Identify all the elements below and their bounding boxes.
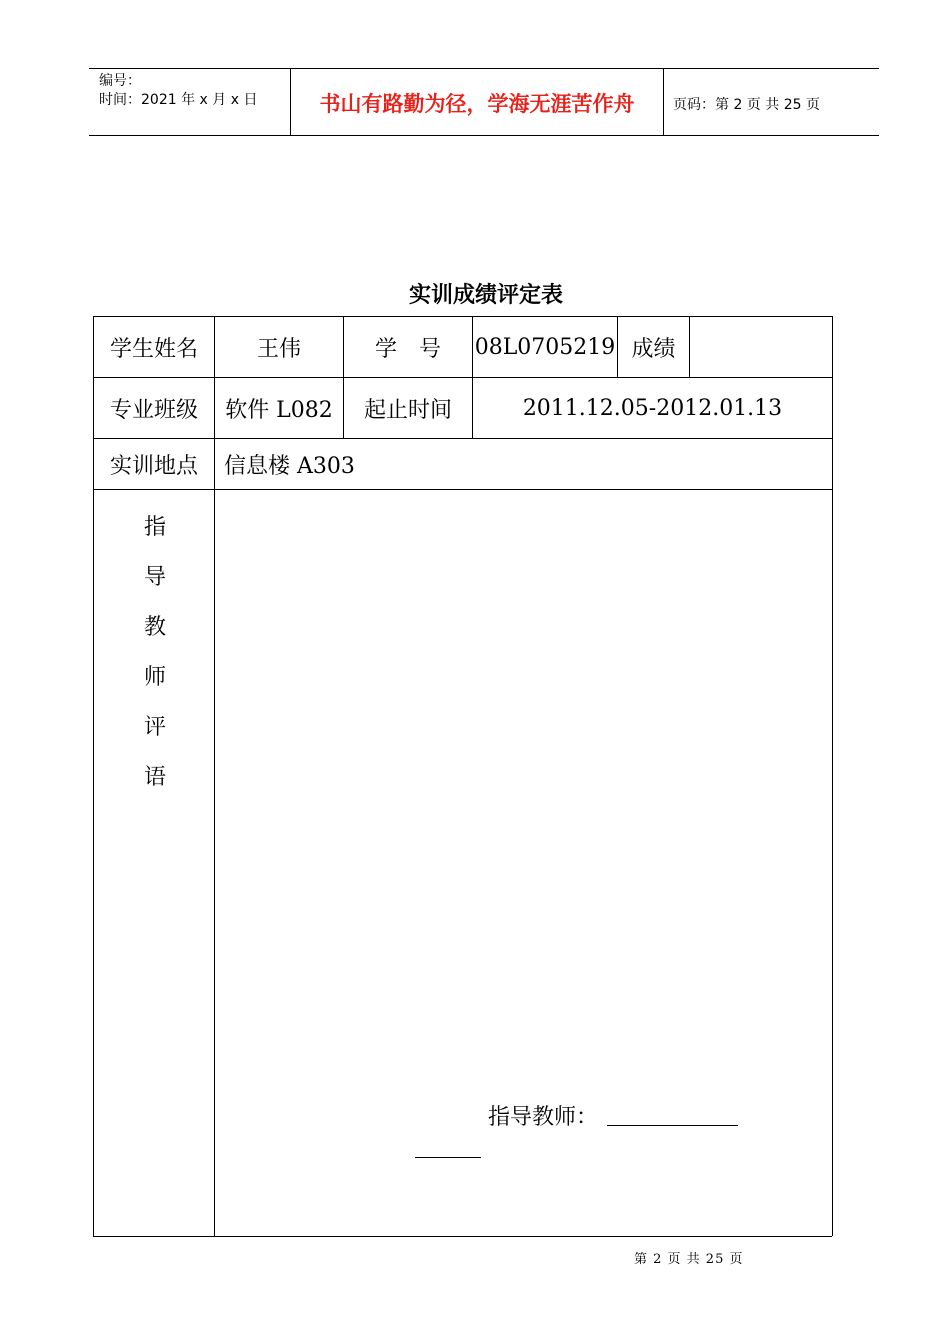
header-divider [663, 69, 664, 136]
doc-time-label: 时间：2021 年 x 月 x 日 [99, 92, 258, 108]
score-value [690, 317, 832, 377]
student-id-label: 学 号 [374, 336, 441, 362]
period-label: 起止时间 [363, 397, 452, 423]
header-top-rule [89, 68, 879, 69]
period-value: 2011.12.05-2012.01.13 [522, 395, 783, 421]
teacher-signature-label: 指导教师： [488, 1105, 599, 1130]
comment-label-char: 教 [143, 615, 166, 640]
header-motto: 书山有路勤为径，学海无涯苦作舟 [319, 92, 635, 116]
class-label: 专业班级 [109, 397, 198, 423]
student-name-value: 王伟 [256, 336, 301, 362]
page-footer: 第 2 页 共 25 页 [634, 1252, 744, 1267]
student-id-value: 08L0705219 [474, 334, 616, 360]
comment-label-char: 评 [143, 715, 166, 740]
score-label: 成绩 [631, 336, 676, 362]
doc-number-label: 编号： [99, 73, 141, 89]
header-divider [290, 69, 291, 136]
teacher-comment-label [95, 503, 215, 803]
table-border [832, 316, 833, 1236]
table-rule [93, 489, 832, 490]
signature-line [607, 1125, 738, 1126]
comment-label-char: 指 [143, 515, 166, 540]
header-meta [99, 72, 257, 110]
signature-line [415, 1157, 481, 1158]
table-rule [93, 1236, 832, 1237]
location-label: 实训地点 [109, 453, 198, 479]
header-page-label: 页码：第 2 页 共 25 页 [673, 97, 820, 113]
comment-label-char: 导 [143, 565, 166, 590]
form-title: 实训成绩评定表 [408, 283, 563, 308]
class-value: 软件 L082 [225, 397, 333, 423]
location-value: 信息楼 A303 [224, 453, 355, 479]
comment-label-char: 语 [143, 765, 166, 790]
comment-label-char: 师 [143, 665, 166, 690]
header-bottom-rule [89, 135, 879, 136]
student-name-label: 学生姓名 [109, 336, 198, 362]
